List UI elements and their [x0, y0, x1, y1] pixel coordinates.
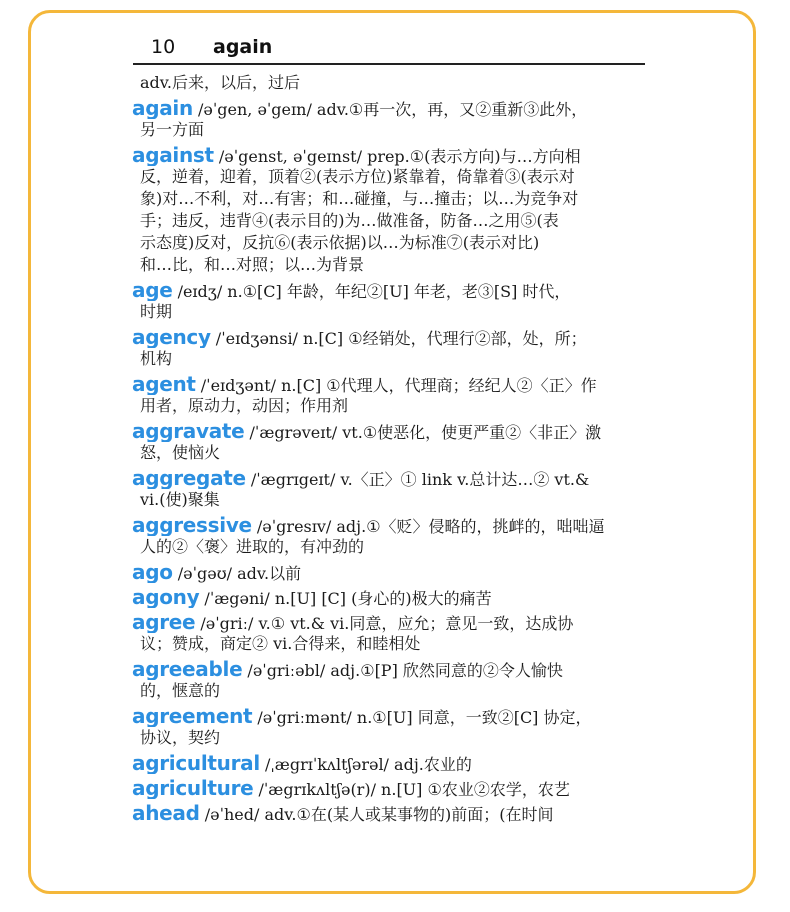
headword: agreement — [132, 705, 253, 727]
intro-line: adv.后来，以后，过后 — [140, 73, 301, 92]
definition-continuation: 机构 — [140, 349, 173, 368]
headword: agree — [132, 611, 196, 633]
headword: agent — [132, 373, 196, 395]
definition-text: /əˈgen, əˈgeɪn/ adv.①再一次，再，又②重新③此外， — [192, 100, 588, 119]
dictionary-entry — [132, 802, 645, 824]
definition-text: /ˌægrɪˈkʌltʃərəl/ adj.农业的 — [259, 755, 472, 774]
dictionary-entry — [132, 777, 645, 799]
definition-text: /əˈgriːmənt/ n.①[U] 同意，一致②[C] 协定， — [252, 708, 592, 727]
dictionary-entry — [132, 658, 645, 702]
entry-first-line — [132, 467, 645, 489]
guide-word: again — [213, 36, 273, 58]
definition-text: /əˈgəʊ/ adv.以前 — [172, 564, 302, 583]
dictionary-entry — [132, 561, 645, 583]
definition-continuation: 和…比，和…对照；以…为背景 — [140, 255, 365, 274]
entry-first-line — [132, 561, 645, 583]
entry-first-line — [132, 586, 645, 608]
dictionary-entry — [132, 326, 645, 370]
definition-text: /ˈeɪdʒənt/ n.[C] ①代理人，代理商；经纪人②〈正〉作 — [195, 376, 597, 395]
dictionary-entry — [132, 586, 645, 608]
definition-text: /ˈeɪdʒənsi/ n.[C] ①经销处，代理行②部，处，所； — [210, 329, 587, 348]
dictionary-entries — [132, 72, 645, 824]
dictionary-entry — [132, 467, 645, 511]
entry-first-line — [132, 279, 645, 301]
headword: agency — [132, 326, 211, 348]
definition-text: /ˈægrɪgeɪt/ v.〈正〉① link v.总计达…② vt.& — [245, 470, 590, 489]
entry-first-line — [132, 777, 645, 799]
definition-text: /əˈgresɪv/ adj.①〈贬〉侵略的，挑衅的，咄咄逼 — [251, 517, 605, 536]
definition-text: /əˈgriːəbl/ adj.①[P] 欣然同意的②令人愉快 — [242, 661, 563, 680]
dictionary-entry — [132, 97, 645, 141]
definition-continuation: 象)对…不利，对…有害；和…碰撞，与…撞击；以…为竞争对 — [140, 189, 579, 208]
entry-first-line — [132, 658, 645, 680]
headword: agriculture — [132, 777, 254, 799]
dictionary-entry — [132, 514, 645, 558]
definition-text: /ˈægəni/ n.[U] [C] (身心的)极大的痛苦 — [199, 589, 492, 608]
definition-continuation: 手；违反，违背④(表示目的)为…做准备，防备…之用⑤(表 — [140, 211, 559, 230]
definition-continuation: 示态度)反对，反抗⑥(表示依据)以…为标准⑦(表示对比) — [140, 233, 540, 252]
headword: aggravate — [132, 420, 245, 442]
definition-text: /əˈhed/ adv.①在(某人或某事物的)前面；(在时间 — [199, 805, 554, 824]
definition-continuation: 怒，使恼火 — [140, 443, 221, 462]
definition-text: /ˈægrəveɪt/ vt.①使恶化，使更严重②〈非正〉激 — [244, 423, 602, 442]
headword: ago — [132, 561, 173, 583]
headword: against — [132, 144, 214, 166]
definition-continuation: 人的②〈褒〉进取的，有冲劲的 — [140, 537, 365, 556]
definition-text: /əˈgriː/ v.① vt.& vi.同意，应允；意见一致，达成协 — [195, 614, 574, 633]
headword: agreeable — [132, 658, 243, 680]
definition-continuation: 协议，契约 — [140, 728, 221, 747]
definition-continuation: vi.(使)聚集 — [140, 490, 220, 509]
entry-first-line — [132, 802, 645, 824]
definition-continuation: 另一方面 — [140, 120, 205, 139]
entry-first-line — [132, 752, 645, 774]
headword: agony — [132, 586, 200, 608]
dictionary-entry — [132, 373, 645, 417]
dictionary-entry — [132, 420, 645, 464]
entry-first-line — [132, 144, 645, 166]
dictionary-entry — [132, 279, 645, 323]
dictionary-entry — [132, 144, 645, 276]
entry-first-line — [132, 611, 645, 633]
headword: age — [132, 279, 173, 301]
headword: ahead — [132, 802, 200, 824]
headword: aggressive — [132, 514, 252, 536]
definition-continuation: 反，逆着，迎着，顶着②(表示方位)紧靠着，倚靠着③(表示对 — [140, 167, 575, 186]
entry-first-line — [132, 97, 645, 119]
entry-first-line — [132, 326, 645, 348]
entry-first-line — [132, 705, 645, 727]
headword: again — [132, 97, 193, 119]
definition-text: /eɪdʒ/ n.①[C] 年龄，年纪②[U] 年老，老③[S] 时代， — [172, 282, 571, 301]
running-head — [133, 36, 645, 65]
page-number: 10 — [151, 36, 176, 58]
definition-continuation: 用者，原动力，动因；作用剂 — [140, 396, 349, 415]
dictionary-entry — [132, 752, 645, 774]
definition-text: /ˈægrɪkʌltʃə(r)/ n.[U] ①农业②农学，农艺 — [253, 780, 570, 799]
entry-first-line — [132, 420, 645, 442]
entry-first-line — [132, 514, 645, 536]
definition-continuation: 议；赞成，商定② vi.合得来，和睦相处 — [140, 634, 421, 653]
headword: aggregate — [132, 467, 246, 489]
definition-continuation: 时期 — [140, 302, 173, 321]
entry-first-line — [132, 373, 645, 395]
dictionary-entry — [132, 705, 645, 749]
definition-continuation: 的，惬意的 — [140, 681, 221, 700]
dictionary-entry — [132, 611, 645, 655]
definition-text: /əˈgenst, əˈgeɪnst/ prep.①(表示方向)与…方向相 — [213, 147, 581, 166]
headword: agricultural — [132, 752, 260, 774]
